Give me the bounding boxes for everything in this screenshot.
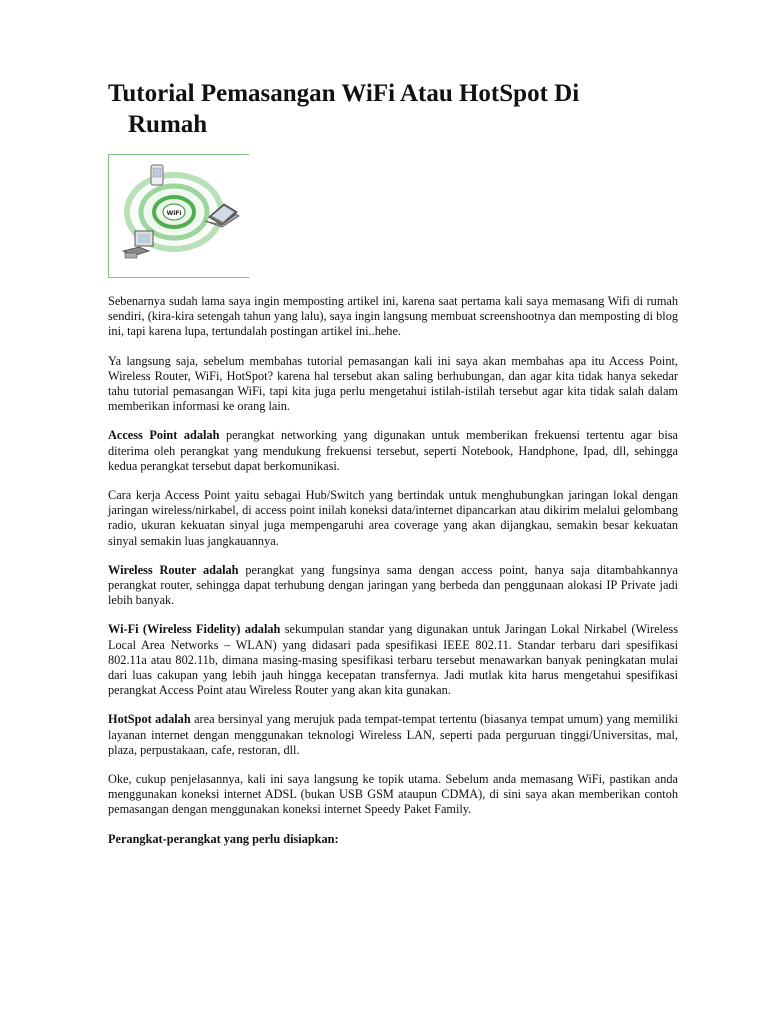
paragraph-intro: Sebenarnya sudah lama saya ingin memposting artikel ini, karena saat pertama kali saya memasang Wifi di rumah sendiri, (kira-kira setengah tahun yang lalu), saya ingin langsung membuat screenshootnya dan memposting di blog ini, tapi karena lupa, tertundalah postingan artikel ini..hehe. (108, 294, 678, 339)
title-line-1: Tutorial Pemasangan WiFi Atau HotSpot Di (108, 80, 580, 107)
paragraph-access-point: Access Point adalah perangkat networking yang digunakan untuk memberikan frekuensi tertentu agar bisa diterima oleh perangkat yang mendukung frekuensi tersebut, seperti Notebook, Handphone, Ipad, dll, sehingga kedua perangkat tersebut dapat berkomunikasi. (108, 428, 678, 473)
document-title (108, 78, 678, 140)
term-wifi: Wi-Fi (Wireless Fidelity) adalah (108, 622, 281, 637)
paragraph-overview: Ya langsung saja, sebelum membahas tutorial pemasangan kali ini saya akan membahas apa itu Access Point, Wireless Router, WiFi, HotSpot? karena hal tersebut akan saling berhubungan, dan agar kita tidak hanya sekedar tahu tutorial pemasangan WiFi, tapi kita juga perlu mengetahui istilah-istilah tersebut agar kita tidak salah dalam memberikan informasi ke orang lain. (108, 353, 678, 414)
term-hotspot: HotSpot adalah (108, 712, 191, 727)
title-line-2: Rumah (128, 111, 208, 138)
desktop-computer-icon (123, 231, 153, 258)
term-wireless-router: Wireless Router adalah (108, 562, 239, 577)
wifi-network-icon (109, 155, 249, 277)
wifi-label: WiFi (166, 210, 182, 217)
phone-icon (151, 165, 163, 185)
paragraph-hotspot: HotSpot adalah area bersinyal yang merujuk pada tempat-tempat tertentu (biasanya tempat umum) yang memiliki layanan internet dengan menggunakan teknologi Wireless LAN, seperti pada perguruan tinggi/Universitas, mal, plaza, perpustakaan, cafe, restoran, dll. (108, 712, 679, 757)
paragraph-wireless-router: Wireless Router adalah perangkat yang fungsinya sama dengan access point, hanya saja ditambahkannya perangkat router, sehingga dapat terhubung dengan jaringan yang berbeda dan penggunaan alokasi IP Private jadi lebih banyak. (108, 562, 678, 608)
requirements-heading: Perangkat-perangkat yang perlu disiapkan: (108, 831, 339, 846)
wifi-illustration (108, 154, 249, 278)
paragraph-requirements-heading (108, 832, 678, 847)
paragraph-main-topic: Oke, cukup penjelasannya, kali ini saya langsung ke topik utama. Sebelum anda memasang WiFi, pastikan anda menggunakan koneksi internet ADSL (bukan USB GSM ataupun CDMA), di sini saya akan memberikan contoh pemasangan dengan menggunakan koneksi internet Speedy Paket Family. (108, 772, 678, 817)
paragraph-wifi: Wi-Fi (Wireless Fidelity) adalah sekumpulan standar yang digunakan untuk Jaringan Lokal Nirkabel (Wireless Local Area Networks – WLAN) yang didasari pada spesifikasi IEEE 802.11. Standar terbaru dari spesifikasi 802.11a atau 802.11b, dimana masing-masing spesifikasi terbaru tersebut menawarkan banyak peningkatan mulai dari luas cakupan yang lebih jauh hingga kecepatan transfernya. Jadi mutlak kita harus mengetahui spesifikasi perangkat Access Point atau Wireless Router yang akan kita gunakan. (108, 622, 678, 698)
term-access-point: Access Point adalah (108, 428, 220, 443)
paragraph-access-point-function: Cara kerja Access Point yaitu sebagai Hub/Switch yang bertindak untuk menghubungkan jaringan lokal dengan jaringan wireless/nirkabel, di access point inilah koneksi data/internet dipancarkan atau dikirim melalui gelombang radio, ukuran kekuatan sinyal juga mempengaruhi area coverage yang akan dijangkau, semakin besar kekuatan sinyal semakin luas jangkauannya. (108, 488, 678, 548)
